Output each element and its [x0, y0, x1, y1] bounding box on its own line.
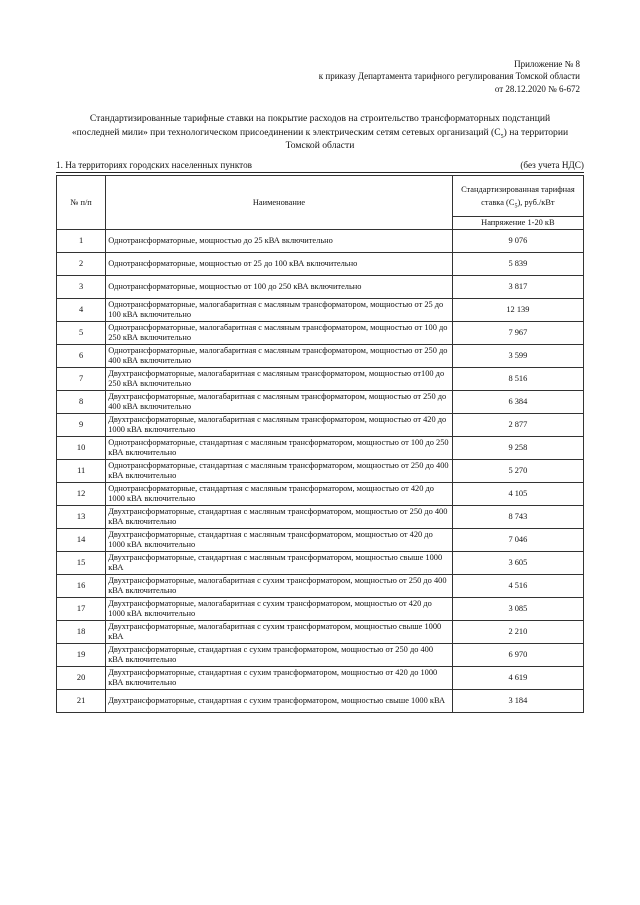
- row-number: 18: [57, 621, 106, 644]
- row-name: Однотрансформаторные, стандартная с масляным трансформатором, мощностью от 250 до 400 кВА включительно: [106, 460, 453, 483]
- table-row: [57, 483, 584, 506]
- row-rate: 4 516: [452, 575, 583, 598]
- section-label: 1. На территориях городских населенных пунктов: [56, 160, 253, 170]
- row-number: 3: [57, 276, 106, 299]
- title-line-2: [56, 126, 584, 140]
- table-row: [57, 345, 584, 368]
- row-rate: 8 516: [452, 368, 583, 391]
- row-number: 9: [57, 414, 106, 437]
- row-rate: 4 105: [452, 483, 583, 506]
- row-number: 6: [57, 345, 106, 368]
- title-line-2-end: ) на территории: [503, 126, 569, 138]
- row-rate: 12 139: [452, 299, 583, 322]
- row-number: 14: [57, 529, 106, 552]
- table-row: [57, 253, 584, 276]
- row-number: 20: [57, 667, 106, 690]
- row-rate: 9 076: [452, 230, 583, 253]
- table-row: [57, 598, 584, 621]
- row-rate: 8 743: [452, 506, 583, 529]
- header-rate-text: Стандартизированная тарифная ставка (С: [461, 185, 575, 207]
- row-name: Двухтрансформаторные, малогабаритная с масляным трансформатором, мощностью от 420 до 1000 кВА включительно: [106, 414, 453, 437]
- row-rate: 5 270: [452, 460, 583, 483]
- row-rate: 3 184: [452, 690, 583, 713]
- title-subscript: 5: [500, 133, 504, 140]
- row-number: 15: [57, 552, 106, 575]
- table-row: [57, 690, 584, 713]
- table-row: [57, 276, 584, 299]
- row-number: 21: [57, 690, 106, 713]
- row-number: 8: [57, 391, 106, 414]
- row-name: Двухтрансформаторные, малогабаритная с сухим трансформатором, мощностью свыше 1000 кВА: [106, 621, 453, 644]
- table-body: [57, 230, 584, 713]
- row-rate: 3 599: [452, 345, 583, 368]
- row-name: Двухтрансформаторные, стандартная с масляным трансформатором, мощностью свыше 1000 кВА: [106, 552, 453, 575]
- row-rate: 6 384: [452, 391, 583, 414]
- table-row: [57, 414, 584, 437]
- row-number: 7: [57, 368, 106, 391]
- table-row: [57, 299, 584, 322]
- table-row: [57, 575, 584, 598]
- section-heading: [56, 160, 584, 172]
- row-name: Однотрансформаторные, малогабаритная с масляным трансформатором, мощностью от 25 до 100 кВА включительно: [106, 299, 453, 322]
- row-name: Двухтрансформаторные, малогабаритная с сухим трансформатором, мощностью от 420 до 1000 кВА включительно: [106, 598, 453, 621]
- row-name: Однотрансформаторные, мощностью от 100 до 250 кВА включительно: [106, 276, 453, 299]
- row-rate: 2 877: [452, 414, 583, 437]
- row-name: Двухтрансформаторные, малогабаритная с масляным трансформатором, мощностью от 250 до 400 кВА включительно: [106, 391, 453, 414]
- appendix-header: [220, 58, 580, 95]
- table-row: [57, 460, 584, 483]
- row-number: 16: [57, 575, 106, 598]
- row-rate: 9 258: [452, 437, 583, 460]
- header-number: № п/п: [57, 176, 106, 230]
- table-row: [57, 529, 584, 552]
- table-row: [57, 368, 584, 391]
- row-rate: 3 085: [452, 598, 583, 621]
- row-name: Двухтрансформаторные, стандартная с сухим трансформатором, мощностью от 250 до 400 кВА включительно: [106, 644, 453, 667]
- table-row: [57, 391, 584, 414]
- header-rate: [452, 176, 583, 217]
- row-number: 13: [57, 506, 106, 529]
- table-row: [57, 322, 584, 345]
- header-rate-subscript: 5: [514, 203, 518, 210]
- header-rate-unit: ), руб./кВт: [517, 198, 555, 207]
- header-name: Наименование: [106, 176, 453, 230]
- row-name: Однотрансформаторные, малогабаритная с масляным трансформатором, мощностью от 250 до 400 кВА включительно: [106, 345, 453, 368]
- row-name: Однотрансформаторные, стандартная с масляным трансформатором, мощностью от 100 до 250 кВА включительно: [106, 437, 453, 460]
- row-number: 17: [57, 598, 106, 621]
- order-date: от 28.12.2020 № 6-672: [494, 83, 580, 94]
- row-name: Двухтрансформаторные, стандартная с масляным трансформатором, мощностью от 420 до 1000 кВА включительно: [106, 529, 453, 552]
- row-rate: 2 210: [452, 621, 583, 644]
- row-number: 5: [57, 322, 106, 345]
- appendix-number: Приложение № 8: [514, 59, 580, 69]
- title-line-2-text: «последней мили» при технологическом присоединении к электрическим сетям сетевых организаций (С: [71, 126, 501, 138]
- row-rate: 5 839: [452, 253, 583, 276]
- table-row: [57, 667, 584, 690]
- vat-note: (без учета НДС): [520, 160, 584, 170]
- row-name: Двухтрансформаторные, малогабаритная с сухим трансформатором, мощностью от 250 до 400 кВА включительно: [106, 575, 453, 598]
- table-row: [57, 644, 584, 667]
- document-title: [56, 112, 584, 153]
- row-rate: 3 817: [452, 276, 583, 299]
- row-rate: 6 970: [452, 644, 583, 667]
- table-row: [57, 230, 584, 253]
- table-header-row: [57, 176, 584, 217]
- row-number: 4: [57, 299, 106, 322]
- section-underline: [56, 172, 584, 173]
- row-number: 11: [57, 460, 106, 483]
- row-name: Двухтрансформаторные, стандартная с сухим трансформатором, мощностью свыше 1000 кВА: [106, 690, 453, 713]
- row-rate: 7 967: [452, 322, 583, 345]
- title-line-1: Стандартизированные тарифные ставки на покрытие расходов на строительство трансформаторных подстанций: [89, 113, 551, 124]
- row-number: 10: [57, 437, 106, 460]
- table-row: [57, 621, 584, 644]
- row-number: 12: [57, 483, 106, 506]
- row-name: Однотрансформаторные, стандартная с масляным трансформатором, мощностью от 420 до 1000 кВА включительно: [106, 483, 453, 506]
- table-row: [57, 437, 584, 460]
- row-name: Двухтрансформаторные, стандартная с масляным трансформатором, мощностью от 250 до 400 кВА включительно: [106, 506, 453, 529]
- row-name: Однотрансформаторные, малогабаритная с масляным трансформатором, мощностью от 100 до 250 кВА включительно: [106, 322, 453, 345]
- row-rate: 4 619: [452, 667, 583, 690]
- table-row: [57, 506, 584, 529]
- row-number: 19: [57, 644, 106, 667]
- order-reference: к приказу Департамента тарифного регулирования Томской области: [318, 71, 580, 82]
- row-number: 1: [57, 230, 106, 253]
- row-rate: 3 605: [452, 552, 583, 575]
- row-name: Однотрансформаторные, мощностью до 25 кВА включительно: [106, 230, 453, 253]
- row-rate: 7 046: [452, 529, 583, 552]
- title-line-3: Томской области: [285, 140, 355, 151]
- row-name: Двухтрансформаторные, стандартная с сухим трансформатором, мощностью от 420 до 1000 кВА включительно: [106, 667, 453, 690]
- table-row: [57, 552, 584, 575]
- row-name: Однотрансформаторные, мощностью от 25 до 100 кВА включительно: [106, 253, 453, 276]
- header-voltage: Напряжение 1-20 кВ: [452, 217, 583, 230]
- row-number: 2: [57, 253, 106, 276]
- row-name: Двухтрансформаторные, малогабаритная с масляным трансформатором, мощностью от100 до 250 кВА включительно: [106, 368, 453, 391]
- rates-table: [56, 175, 584, 713]
